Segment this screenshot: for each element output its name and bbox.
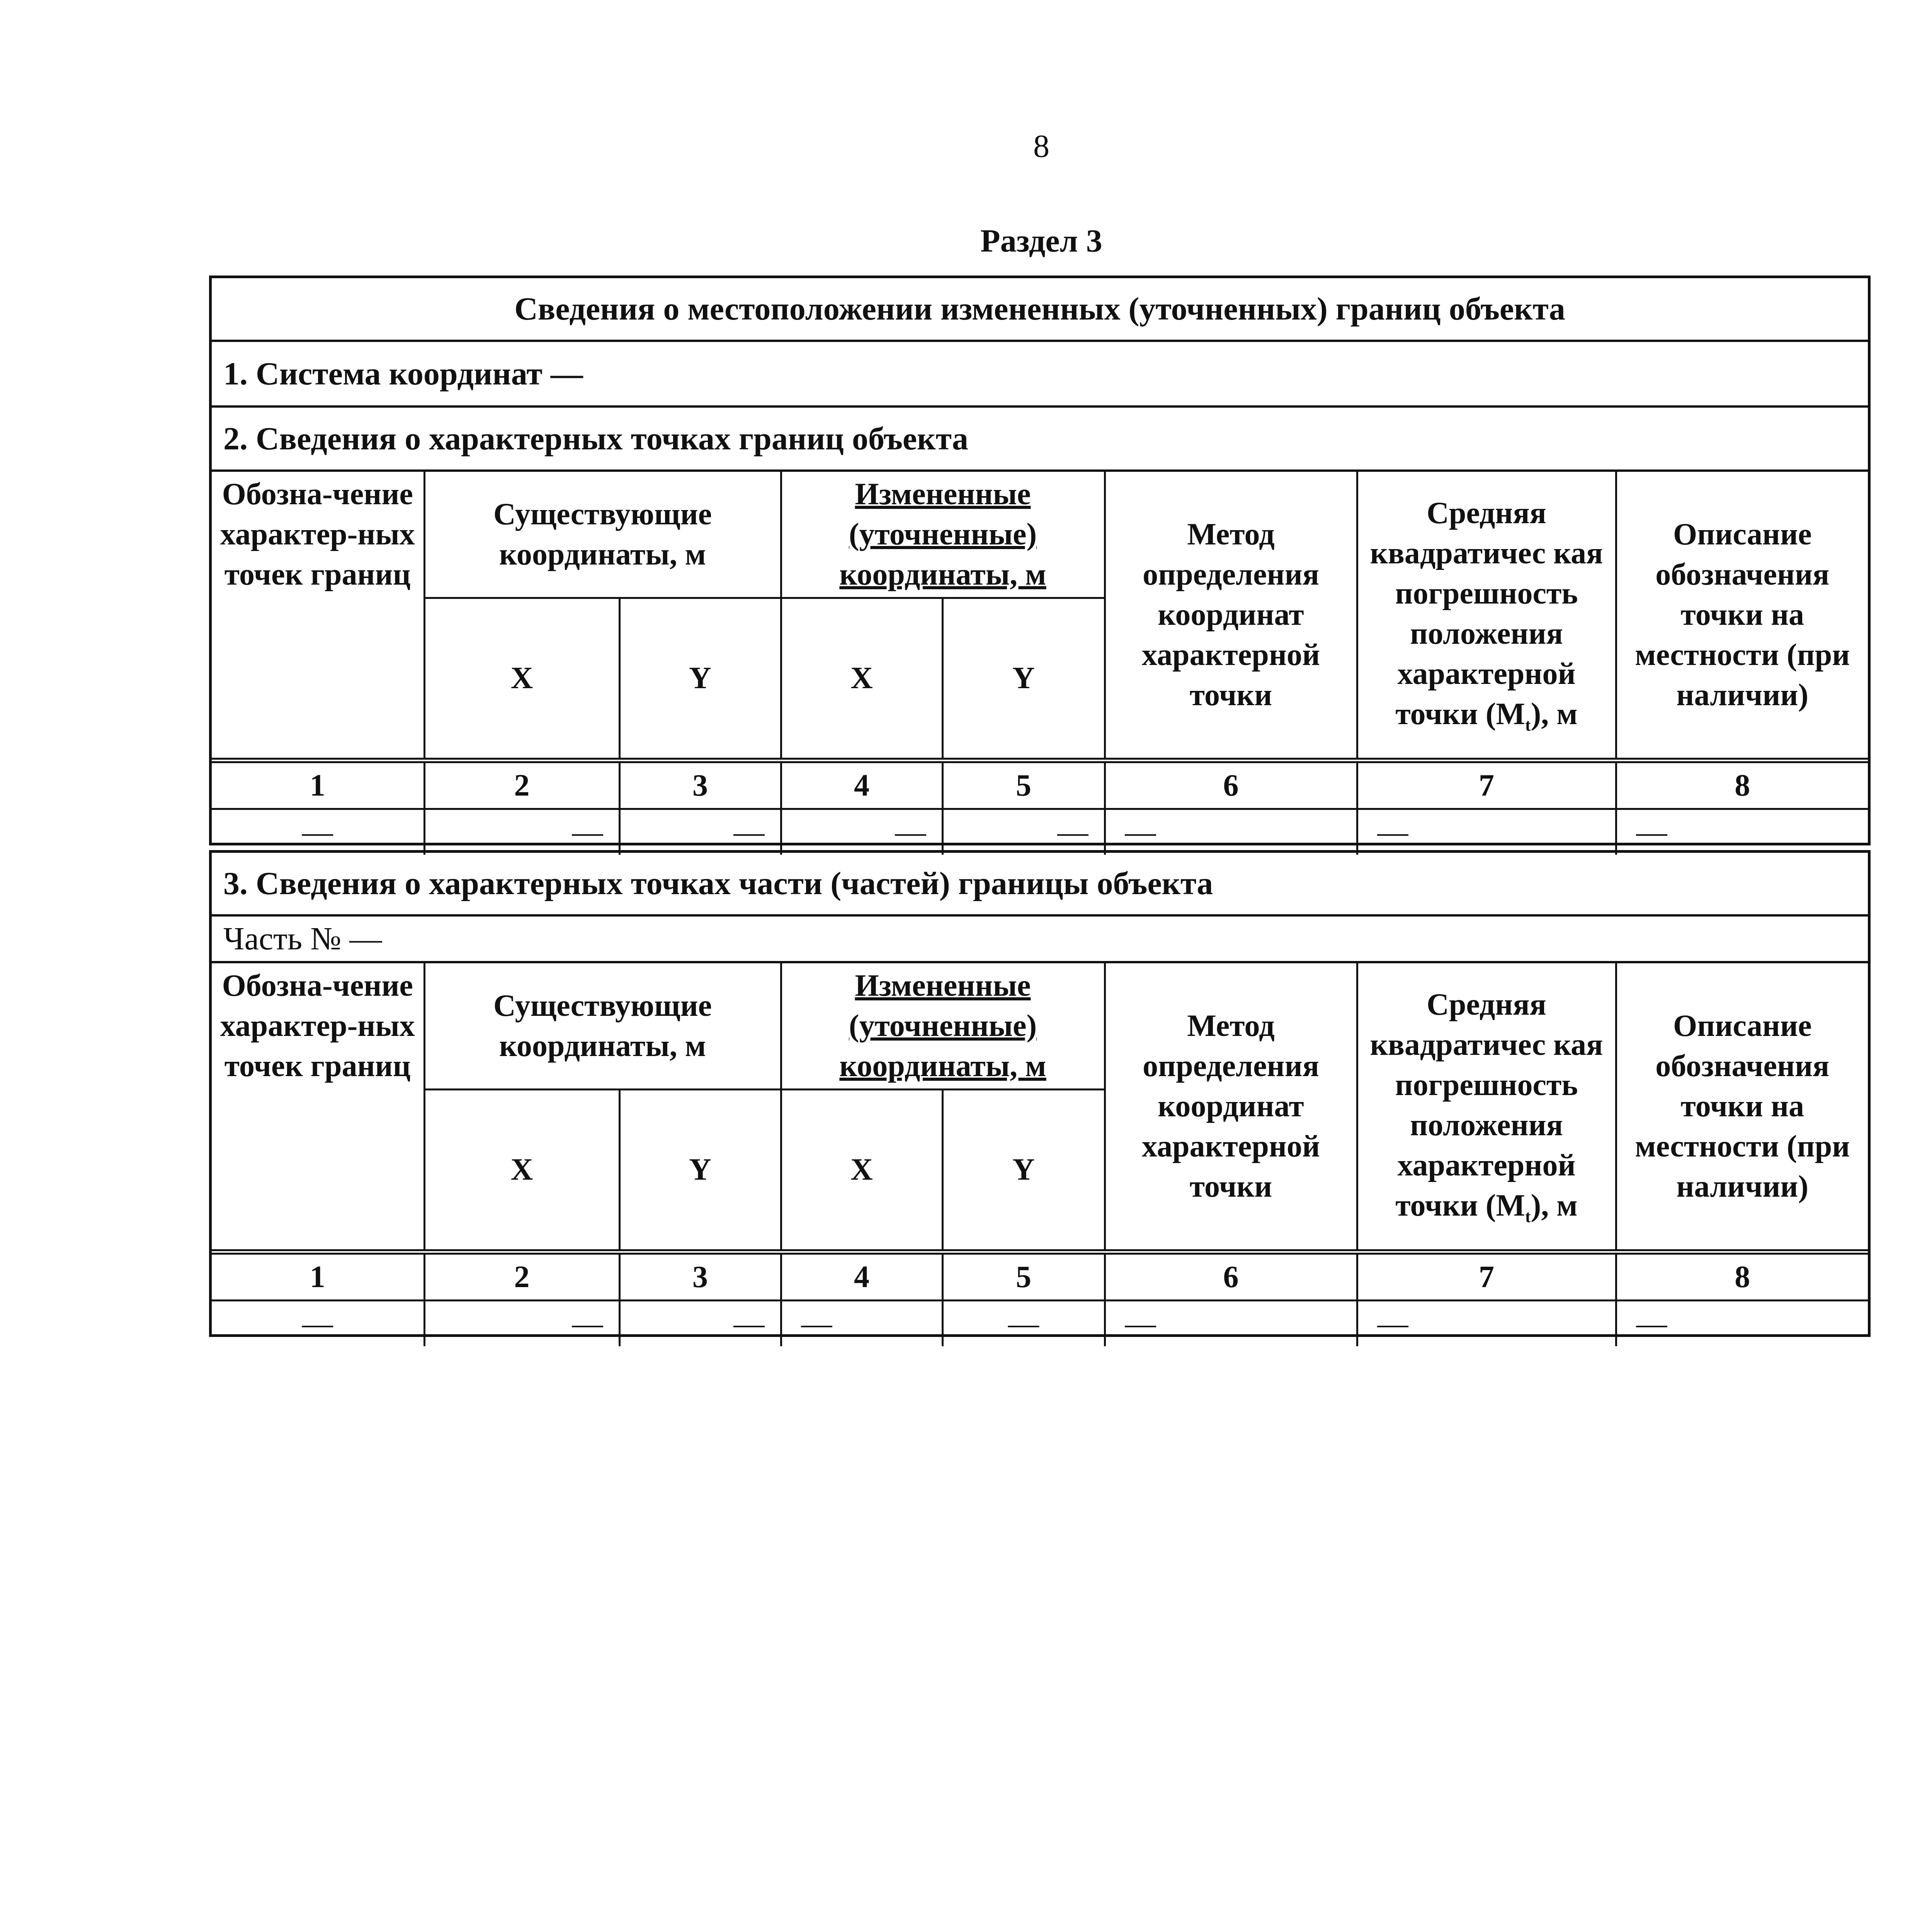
table-cell: — bbox=[212, 809, 424, 855]
col-number: 4 bbox=[781, 760, 942, 809]
boundary-location-block bbox=[209, 276, 1871, 849]
col-number: 6 bbox=[1105, 760, 1357, 809]
points-table bbox=[212, 469, 1868, 855]
header-method: Метод определения координат характерной точки bbox=[1105, 471, 1357, 760]
header-changed-y: Y bbox=[942, 598, 1105, 760]
header-description: Описание обозначения точки на местности (при наличии) bbox=[1616, 471, 1868, 760]
col-number: 1 bbox=[212, 1252, 424, 1301]
part-points-table bbox=[212, 961, 1868, 1346]
part-section-title: 3. Сведения о характерных точках части (частей) границы объекта bbox=[212, 853, 1868, 917]
header-existing-y: Y bbox=[619, 598, 781, 760]
col-number: 1 bbox=[212, 760, 424, 809]
col-number: 2 bbox=[424, 760, 619, 809]
header-changed-coordinates: Измененные (уточненные) координаты, м bbox=[781, 962, 1105, 1090]
table-cell: — bbox=[942, 809, 1105, 855]
col-number: 8 bbox=[1616, 1252, 1868, 1301]
header-changed-coordinates: Измененные (уточненные) координаты, м bbox=[781, 471, 1105, 598]
part-number-row: Часть № — bbox=[223, 921, 382, 957]
header-error-tail: ), м bbox=[1531, 1189, 1578, 1223]
table-cell: — bbox=[1357, 809, 1616, 855]
col-number: 7 bbox=[1357, 760, 1616, 809]
table-cell: — bbox=[619, 809, 781, 855]
col-number: 8 bbox=[1616, 760, 1868, 809]
coordinate-system-row: 1. Система координат — bbox=[212, 342, 1868, 408]
points-section-title: 2. Сведения о характерных точках границ объекта bbox=[223, 420, 968, 457]
header-error-text: Средняя квадратичес кая погрешность положения характерной точки (M bbox=[1370, 496, 1603, 731]
header-method: Метод определения координат характерной точки bbox=[1105, 962, 1357, 1252]
header-error-sub: t bbox=[1525, 1207, 1531, 1226]
header-existing-y: Y bbox=[619, 1090, 781, 1252]
header-error bbox=[1357, 471, 1616, 760]
header-existing-coordinates: Существующие координаты, м bbox=[424, 471, 781, 598]
table-cell: — bbox=[619, 1300, 781, 1346]
table-cell: — bbox=[781, 1300, 942, 1346]
table-cell: — bbox=[1357, 1300, 1616, 1346]
header-existing-x: X bbox=[424, 598, 619, 760]
col-number: 6 bbox=[1105, 1252, 1357, 1301]
col-number: 7 bbox=[1357, 1252, 1616, 1301]
col-number: 5 bbox=[942, 1252, 1105, 1301]
header-changed-x: X bbox=[781, 1090, 942, 1252]
table-cell: — bbox=[212, 1300, 424, 1346]
table-cell: — bbox=[1105, 1300, 1357, 1346]
table-cell: — bbox=[942, 1300, 1105, 1346]
table-cell: — bbox=[1616, 809, 1868, 855]
header-changed-y: Y bbox=[942, 1090, 1105, 1252]
header-error-text: Средняя квадратичес кая погрешность положения характерной точки (M bbox=[1370, 988, 1603, 1223]
header-existing-coordinates: Существующие координаты, м bbox=[424, 962, 781, 1090]
header-error-tail: ), м bbox=[1531, 697, 1578, 731]
header-description: Описание обозначения точки на местности (при наличии) bbox=[1616, 962, 1868, 1252]
table-cell: — bbox=[424, 1300, 619, 1346]
header-designation: Обозна-чение характер-ных точек границ bbox=[212, 471, 424, 760]
header-changed-x: X bbox=[781, 598, 942, 760]
header-existing-x: X bbox=[424, 1090, 619, 1252]
table-cell: — bbox=[1105, 809, 1357, 855]
section-title: Раздел 3 bbox=[980, 223, 1102, 259]
page-number: 8 bbox=[1033, 128, 1049, 164]
col-number: 2 bbox=[424, 1252, 619, 1301]
col-number: 5 bbox=[942, 760, 1105, 809]
table-cell: — bbox=[781, 809, 942, 855]
table-cell: — bbox=[1616, 1300, 1868, 1346]
col-number: 4 bbox=[781, 1252, 942, 1301]
col-number: 3 bbox=[619, 760, 781, 809]
part-boundary-block bbox=[209, 850, 1871, 1341]
table-cell: — bbox=[424, 809, 619, 855]
block-title: Сведения о местоположении измененных (уточненных) границ объекта bbox=[212, 278, 1868, 342]
col-number: 3 bbox=[619, 1252, 781, 1301]
header-error-sub: t bbox=[1525, 716, 1531, 735]
header-error bbox=[1357, 962, 1616, 1252]
header-designation: Обозна-чение характер-ных точек границ bbox=[212, 962, 424, 1252]
